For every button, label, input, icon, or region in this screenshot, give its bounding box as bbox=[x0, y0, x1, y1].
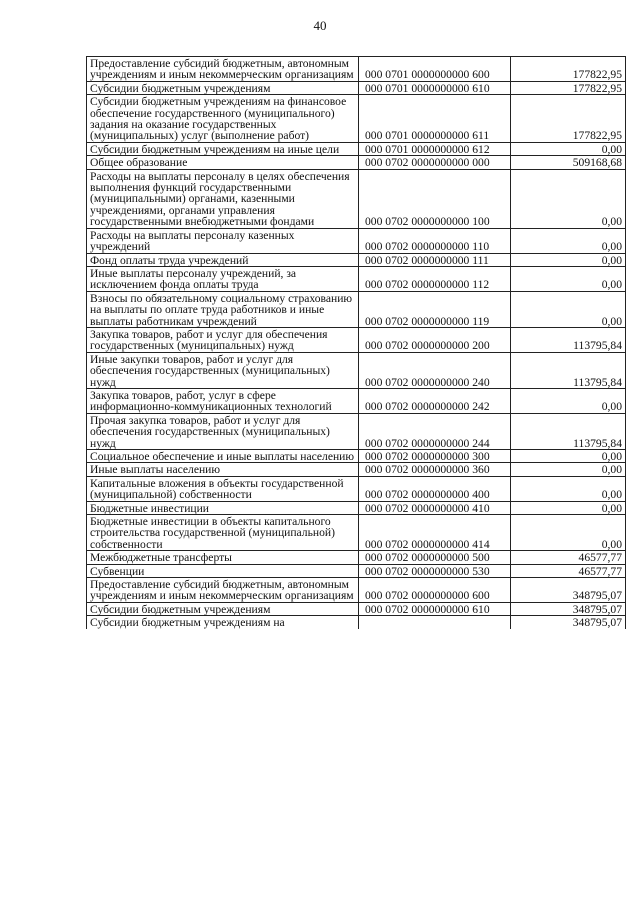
row-amount-cell: 0,00 bbox=[511, 388, 626, 413]
row-name-cell: Бюджетные инвестиции bbox=[87, 501, 359, 514]
table-row bbox=[87, 616, 626, 629]
row-amount-cell: 0,00 bbox=[511, 291, 626, 327]
row-name-cell: Закупка товаров, работ и услуг для обеспечения государственных (муниципальных) нужд bbox=[87, 327, 359, 352]
row-code-cell: 000 0702 0000000000 600 bbox=[359, 578, 511, 603]
row-amount-cell: 0,00 bbox=[511, 476, 626, 501]
row-amount-cell: 113795,84 bbox=[511, 413, 626, 449]
row-code-cell: 000 0702 0000000000 200 bbox=[359, 327, 511, 352]
row-code-cell: 000 0702 0000000000 400 bbox=[359, 476, 511, 501]
row-name-cell: Закупка товаров, работ, услуг в сфере информационно-коммуникационных технологий bbox=[87, 388, 359, 413]
table-row bbox=[87, 81, 626, 94]
row-name-cell: Фонд оплаты труда учреждений bbox=[87, 253, 359, 266]
table-row bbox=[87, 169, 626, 228]
row-amount-cell: 0,00 bbox=[511, 142, 626, 155]
row-name-cell: Межбюджетные трансферты bbox=[87, 551, 359, 564]
row-amount-cell: 0,00 bbox=[511, 228, 626, 253]
table-row bbox=[87, 501, 626, 514]
table-row bbox=[87, 463, 626, 476]
row-code-cell: 000 0702 0000000000 300 bbox=[359, 450, 511, 463]
row-amount-cell: 348795,07 bbox=[511, 578, 626, 603]
row-name-cell: Бюджетные инвестиции в объекты капитального строительства государственной (муниципальной) собственности bbox=[87, 515, 359, 551]
row-code-cell: 000 0702 0000000000 414 bbox=[359, 515, 511, 551]
row-code-cell: 000 0702 0000000000 110 bbox=[359, 228, 511, 253]
table-row bbox=[87, 253, 626, 266]
row-name-cell: Расходы на выплаты персоналу казенных учреждений bbox=[87, 228, 359, 253]
table-row bbox=[87, 95, 626, 143]
row-code-cell bbox=[359, 616, 511, 629]
table-row bbox=[87, 564, 626, 577]
table-row bbox=[87, 156, 626, 169]
row-name-cell: Социальное обеспечение и иные выплаты населению bbox=[87, 450, 359, 463]
table-body bbox=[87, 57, 626, 629]
row-amount-cell: 0,00 bbox=[511, 501, 626, 514]
row-code-cell: 000 0702 0000000000 360 bbox=[359, 463, 511, 476]
table-row bbox=[87, 57, 626, 82]
row-code-cell: 000 0702 0000000000 242 bbox=[359, 388, 511, 413]
row-amount-cell: 46577,77 bbox=[511, 564, 626, 577]
row-code-cell: 000 0702 0000000000 240 bbox=[359, 352, 511, 388]
row-amount-cell: 0,00 bbox=[511, 253, 626, 266]
row-code-cell: 000 0702 0000000000 000 bbox=[359, 156, 511, 169]
row-name-cell: Субсидии бюджетным учреждениям на иные цели bbox=[87, 142, 359, 155]
budget-table bbox=[86, 56, 626, 629]
table-row bbox=[87, 515, 626, 551]
row-code-cell: 000 0702 0000000000 100 bbox=[359, 169, 511, 228]
row-name-cell: Субсидии бюджетным учреждениям bbox=[87, 602, 359, 615]
row-name-cell: Субсидии бюджетным учреждениям bbox=[87, 81, 359, 94]
row-name-cell: Капитальные вложения в объекты государственной (муниципальной) собственности bbox=[87, 476, 359, 501]
row-name-cell: Субсидии бюджетным учреждениям на bbox=[87, 616, 359, 629]
row-amount-cell: 348795,07 bbox=[511, 602, 626, 615]
table-row bbox=[87, 551, 626, 564]
row-name-cell: Взносы по обязательному социальному страхованию на выплаты по оплате труда работников и иные выплаты работникам учреждений bbox=[87, 291, 359, 327]
row-name-cell: Иные выплаты персоналу учреждений, за исключением фонда оплаты труда bbox=[87, 266, 359, 291]
table-row bbox=[87, 578, 626, 603]
row-amount-cell: 113795,84 bbox=[511, 327, 626, 352]
row-name-cell: Предоставление субсидий бюджетным, автономным учреждениям и иным некоммерческим организациям bbox=[87, 57, 359, 82]
row-name-cell: Субвенции bbox=[87, 564, 359, 577]
row-code-cell: 000 0702 0000000000 610 bbox=[359, 602, 511, 615]
row-code-cell: 000 0701 0000000000 611 bbox=[359, 95, 511, 143]
row-code-cell: 000 0701 0000000000 600 bbox=[359, 57, 511, 82]
row-code-cell: 000 0702 0000000000 111 bbox=[359, 253, 511, 266]
row-amount-cell: 509168,68 bbox=[511, 156, 626, 169]
row-name-cell: Иные закупки товаров, работ и услуг для обеспечения государственных (муниципальных) нужд bbox=[87, 352, 359, 388]
row-amount-cell: 0,00 bbox=[511, 266, 626, 291]
table-row bbox=[87, 602, 626, 615]
page-number: 40 bbox=[313, 18, 327, 33]
row-amount-cell: 348795,07 bbox=[511, 616, 626, 629]
table-row bbox=[87, 142, 626, 155]
row-code-cell: 000 0702 0000000000 500 bbox=[359, 551, 511, 564]
row-name-cell: Общее образование bbox=[87, 156, 359, 169]
row-code-cell: 000 0701 0000000000 612 bbox=[359, 142, 511, 155]
row-code-cell: 000 0702 0000000000 244 bbox=[359, 413, 511, 449]
row-amount-cell: 0,00 bbox=[511, 169, 626, 228]
table-row bbox=[87, 476, 626, 501]
row-amount-cell: 177822,95 bbox=[511, 81, 626, 94]
table-row bbox=[87, 327, 626, 352]
table-row bbox=[87, 228, 626, 253]
table-row bbox=[87, 352, 626, 388]
row-amount-cell: 177822,95 bbox=[511, 95, 626, 143]
row-amount-cell: 0,00 bbox=[511, 463, 626, 476]
table-row bbox=[87, 266, 626, 291]
row-name-cell: Иные выплаты населению bbox=[87, 463, 359, 476]
row-name-cell: Прочая закупка товаров, работ и услуг для обеспечения государственных (муниципальных) нужд bbox=[87, 413, 359, 449]
row-amount-cell: 177822,95 bbox=[511, 57, 626, 82]
row-code-cell: 000 0702 0000000000 112 bbox=[359, 266, 511, 291]
table-row bbox=[87, 291, 626, 327]
table-row bbox=[87, 450, 626, 463]
row-code-cell: 000 0701 0000000000 610 bbox=[359, 81, 511, 94]
row-amount-cell: 113795,84 bbox=[511, 352, 626, 388]
table-row bbox=[87, 388, 626, 413]
row-name-cell: Предоставление субсидий бюджетным, автономным учреждениям и иным некоммерческим организациям bbox=[87, 578, 359, 603]
row-amount-cell: 0,00 bbox=[511, 450, 626, 463]
table-row bbox=[87, 413, 626, 449]
row-code-cell: 000 0702 0000000000 530 bbox=[359, 564, 511, 577]
row-amount-cell: 0,00 bbox=[511, 515, 626, 551]
row-name-cell: Субсидии бюджетным учреждениям на финансовое обеспечение государственного (муниципального) задания на оказание государственных (муниципальных) услуг (выполнение работ) bbox=[87, 95, 359, 143]
row-name-cell: Расходы на выплаты персоналу в целях обеспечения выполнения функций государственными (муниципальными) органами, казенными учреждениями, органами управления государственными внебюджетными фондами bbox=[87, 169, 359, 228]
row-code-cell: 000 0702 0000000000 119 bbox=[359, 291, 511, 327]
row-code-cell: 000 0702 0000000000 410 bbox=[359, 501, 511, 514]
row-amount-cell: 46577,77 bbox=[511, 551, 626, 564]
